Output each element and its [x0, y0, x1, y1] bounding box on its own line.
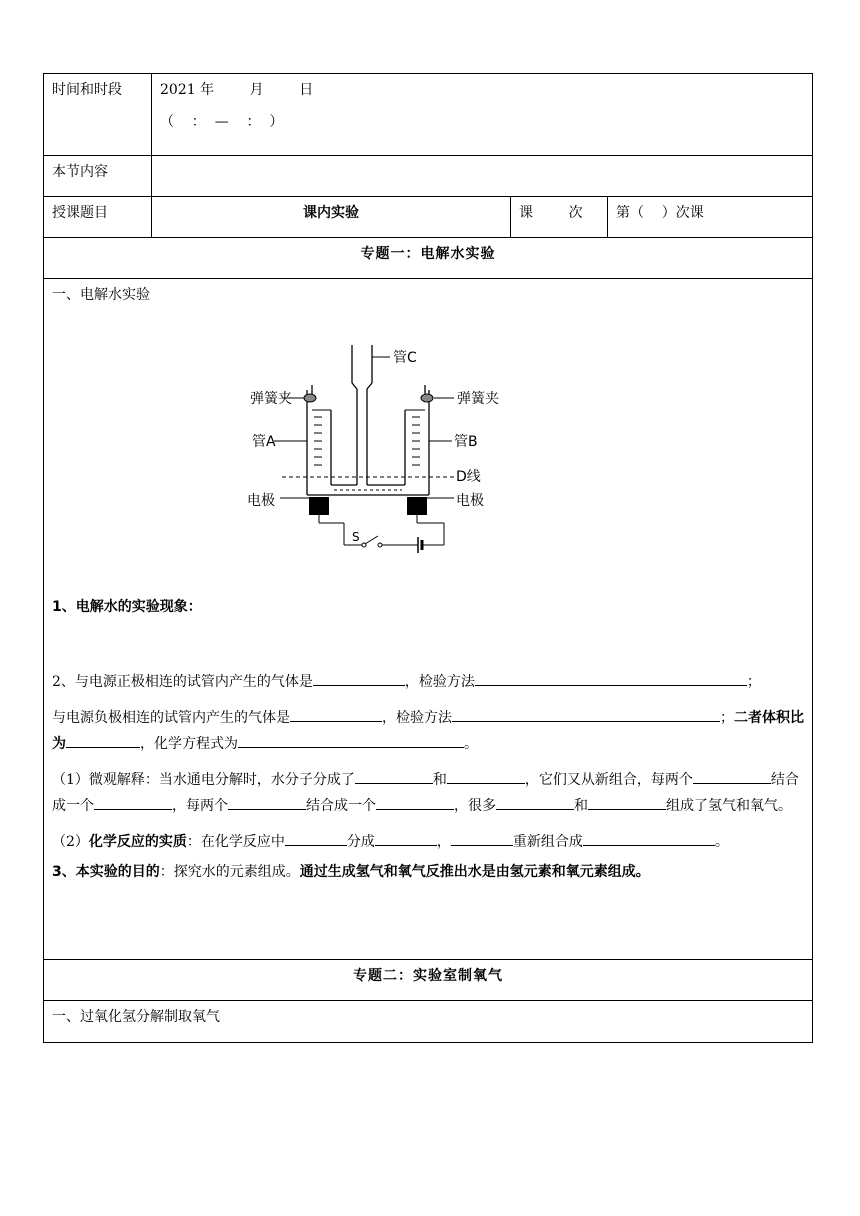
lesson-value: 第（ ）次课 [616, 205, 704, 221]
section2-subtitle: 一、过氧化氢分解制取氧气 [52, 1009, 220, 1025]
answer-blank[interactable] [447, 769, 525, 784]
electrolysis-diagram [222, 345, 522, 575]
answer-blank[interactable] [375, 831, 437, 846]
d-line-label: D线 [456, 469, 481, 485]
answer-blank[interactable] [588, 795, 666, 810]
answer-blank[interactable] [583, 831, 715, 846]
answer-blank[interactable] [496, 795, 574, 810]
answer-blank[interactable] [451, 831, 513, 846]
q1-text: 1、电解水的实验现象： [52, 599, 202, 615]
answer-blank[interactable] [376, 795, 454, 810]
time-range: （ ： — ： ） [160, 114, 284, 130]
electrode-left-label: 电极 [247, 493, 275, 509]
section2-title: 专题二：实验室制氧气 [353, 968, 503, 984]
switch-label: S [352, 530, 360, 544]
answer-blank[interactable] [475, 671, 747, 686]
answer-blank[interactable] [313, 671, 405, 686]
content-label: 本节内容 [52, 164, 108, 180]
topic-value: 课内实验 [303, 205, 359, 221]
answer-blank[interactable] [66, 733, 140, 748]
electrode-right-label: 电极 [456, 493, 484, 509]
answer-blank[interactable] [238, 733, 464, 748]
lesson-table [43, 73, 813, 1043]
answer-blank[interactable] [228, 795, 306, 810]
tube-a-label: 管A [252, 434, 276, 450]
tube-b-label: 管B [454, 434, 478, 450]
lesson-label: 课 次 [519, 205, 583, 221]
reaction-essence: （2）化学反应的实质：在化学反应中 分成 ， 重新组合成 。 [52, 829, 806, 855]
answer-blank[interactable] [285, 831, 347, 846]
answer-blank[interactable] [693, 769, 771, 784]
q2-positive: 2、与电源正极相连的试管内产生的气体是 ，检验方法 ； [52, 669, 806, 695]
answer-blank[interactable] [290, 707, 382, 722]
topic-label: 授课题目 [52, 205, 108, 221]
tube-c-label: 管C [393, 350, 417, 366]
answer-blank[interactable] [452, 707, 720, 722]
answer-blank[interactable] [94, 795, 172, 810]
answer-blank[interactable] [355, 769, 433, 784]
time-label: 时间和时段 [52, 82, 122, 98]
section1-subtitle: 一、电解水实验 [52, 287, 150, 303]
experiment-purpose: 3、本实验的目的：探究水的元素组成。通过生成氢气和氧气反推出水是由氢元素和氧元素组成。 [52, 864, 650, 880]
section1-title: 专题一：电解水实验 [360, 246, 496, 262]
micro-explanation: （1）微观解释：当水通电分解时，水分子分成了 和 ，它们又从新组合，每两个 结合成一个 ，每两个 结合成一个 ，很多 和 组成了氢气和氧气。 [52, 767, 806, 819]
date-line: 2021 年 月 日 [160, 82, 314, 98]
content-value [152, 156, 813, 197]
clip-left-label: 弹簧夹 [250, 391, 292, 407]
clip-right-label: 弹簧夹 [457, 391, 499, 407]
q2-negative: 与电源负极相连的试管内产生的气体是 ，检验方法 ；二者体积比为 ，化学方程式为 。 [52, 705, 806, 757]
